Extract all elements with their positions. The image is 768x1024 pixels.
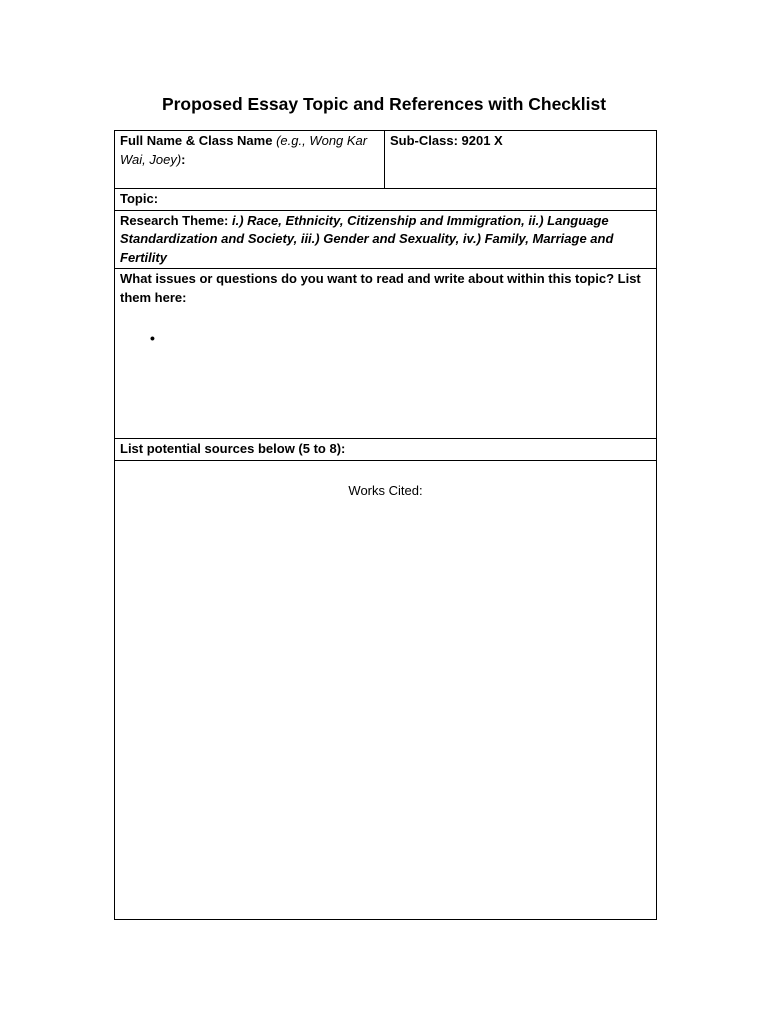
works-cited-label: Works Cited: — [348, 482, 423, 498]
name-label: Full Name & Class Name — [120, 133, 273, 148]
topic-row — [115, 189, 657, 211]
name-colon: : — [181, 151, 186, 167]
research-theme-options: i.) Race, Ethnicity, Citizenship and Immigration, ii.) Language Standardization and Society, iii.) Gender and Sexuality, iv.) Family, Marriage and Fertility — [120, 212, 614, 265]
topic-label: Topic: — [120, 191, 159, 206]
issues-list-item[interactable] — [150, 329, 651, 347]
document-title: Proposed Essay Topic and References with Checklist — [161, 94, 607, 114]
issues-row — [115, 269, 657, 439]
works-cited-cell[interactable] — [115, 460, 657, 919]
name-example: (e.g., Wong Kar Wai, Joey) — [120, 133, 368, 167]
subclass-label: Sub-Class: 9201 X — [390, 133, 503, 148]
sources-row — [115, 439, 657, 461]
topic-cell[interactable] — [115, 189, 657, 211]
issues-list — [120, 329, 651, 347]
bullet-icon: • — [150, 330, 155, 346]
subclass-cell[interactable] — [385, 131, 657, 189]
essay-proposal-form — [114, 130, 657, 920]
name-row — [115, 131, 657, 189]
issues-prompt: What issues or questions do you want to read and write about within this topic? List them here: — [120, 271, 641, 305]
sources-prompt: List potential sources below (5 to 8): — [120, 441, 346, 456]
works-cited-row — [115, 460, 657, 919]
research-theme-cell[interactable] — [115, 210, 657, 269]
name-cell[interactable] — [115, 131, 385, 189]
sources-cell — [115, 439, 657, 461]
issues-cell[interactable] — [115, 269, 657, 439]
research-theme-label: Research Theme: — [120, 212, 232, 228]
research-theme-row — [115, 210, 657, 269]
